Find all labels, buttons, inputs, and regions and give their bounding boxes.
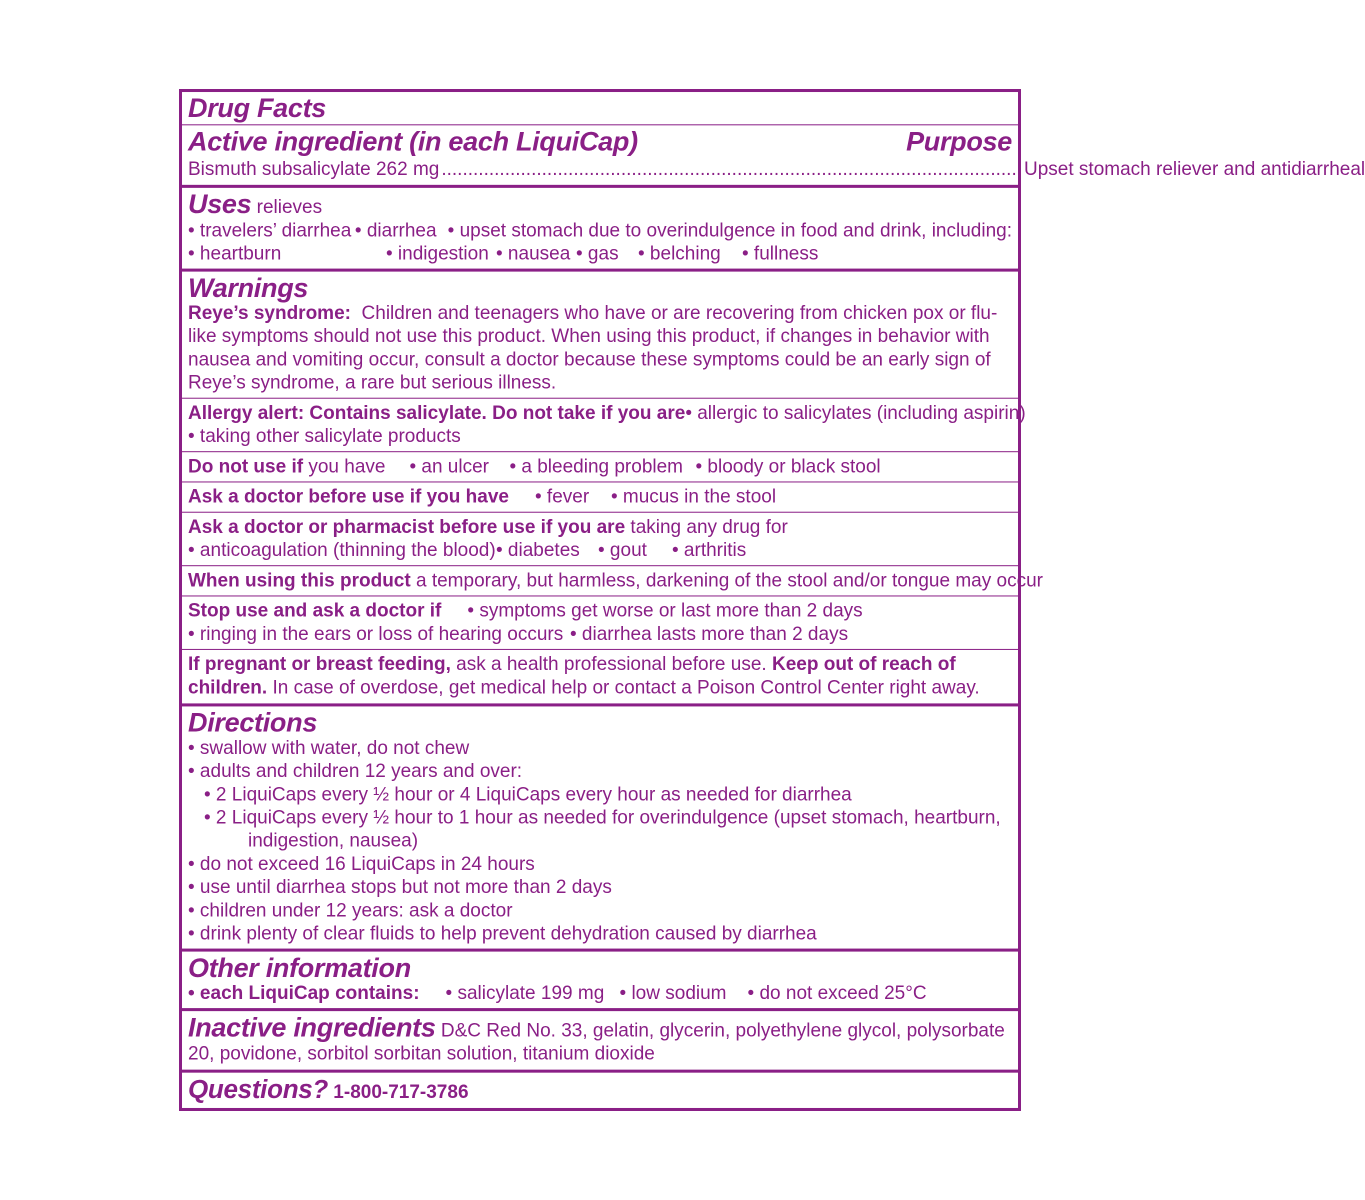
purpose-heading: Purpose [906, 126, 1012, 157]
ingredient-purpose: Upset stomach reliever and antidiarrheal [1024, 158, 1365, 180]
ingredient-name: Bismuth subsalicylate 262 mg [188, 158, 440, 180]
use-item: • indigestion [386, 243, 489, 265]
warnings-section [182, 269, 1018, 398]
ask-pharmacist-label: Ask a doctor or pharmacist before use if you are [188, 516, 626, 538]
do-not-use-item: • a bleeding problem [509, 456, 684, 478]
pregnancy-label: If pregnant or breast feeding, [188, 653, 451, 676]
direction-line: • 2 LiquiCaps every ½ hour to 1 hour as needed for overindulgence (upset stomach, heartburn, [204, 807, 1001, 829]
active-ingredient-section [182, 124, 1365, 185]
direction-line: • 2 LiquiCaps every ½ hour or 4 LiquiCaps every hour as needed for diarrhea [204, 784, 852, 806]
ask-pharmacist-section [182, 512, 1018, 565]
allergy-section [182, 398, 1026, 451]
leader-dots: .............................................................................................................. [441, 158, 1023, 180]
ask-pharmacist-item: • arthritis [672, 539, 747, 562]
direction-line: • use until diarrhea stops but not more than 2 days [188, 876, 612, 899]
do-not-use-item: • bloody or black stool [695, 456, 881, 478]
stop-use-item: • symptoms get worse or last more than 2 days [467, 600, 863, 622]
other-information-item: • do not exceed 25°C [747, 982, 927, 1005]
uses-intro: relieves [251, 196, 323, 219]
uses-row-2 [188, 242, 1012, 265]
reye-label: Reye’s syndrome: [188, 302, 351, 325]
use-item: • travelers’ diarrhea [188, 220, 352, 242]
keep-out-text: In case of overdose, get medical help or contact a Poison Control Center right away. [267, 677, 980, 699]
use-item: • belching [638, 243, 721, 265]
questions-heading: Questions? [188, 1073, 329, 1104]
use-item: • gas [576, 243, 619, 265]
do-not-use-item: • an ulcer [409, 456, 489, 478]
do-not-use-text: you have [303, 456, 386, 478]
stop-use-item: • ringing in the ears or loss of hearing occurs [188, 623, 564, 645]
use-item: • nausea [496, 243, 571, 265]
use-item: • upset stomach due to overindulgence in food and drink, including: [447, 220, 1012, 242]
inactive-ingredients-text: D&C Red No. 33, gelatin, glycerin, polyethylene glycol, polysorbate 20, povidone, sorbitol sorbitan solution, titanium dioxide [188, 1020, 1011, 1065]
directions-heading: Directions [188, 707, 318, 738]
uses-section [182, 185, 1018, 269]
directions-section [182, 703, 1018, 948]
allergy-label: Allergy alert: Contains salicylate. Do not take if you are [188, 402, 686, 424]
direction-line: • adults and children 12 years and over: [188, 760, 523, 783]
active-ingredient-heading: Active ingredient (in each LiquiCap) [188, 126, 638, 157]
uses-row-1 [188, 219, 1012, 242]
questions-section [182, 1070, 1018, 1108]
inactive-ingredients-section [182, 1008, 1018, 1070]
ask-doctor-label: Ask a doctor before use if you have [188, 486, 509, 508]
use-item: • fullness [742, 243, 819, 265]
keep-out-label: Keep out of reach of children. [188, 653, 956, 699]
warnings-heading: Warnings [188, 272, 309, 303]
direction-line: indigestion, nausea) [248, 830, 419, 852]
reye-paragraph [188, 302, 1012, 395]
reye-text: Children and teenagers who have or are recovering from chicken pox or flu-like symptoms should not use this product. When using this product, if changes in behavior with nausea and vomiting occur, consult a doctor because these symptoms could be an early sign of Reye’s syndrome, a rare but serious illness. [188, 302, 998, 394]
pregnancy-section [182, 649, 1018, 703]
other-information-item: • salicylate 199 mg [445, 982, 605, 1005]
stop-use-item: • diarrhea lasts more than 2 days [570, 623, 849, 645]
active-ingredient-row [188, 158, 1365, 181]
ask-pharmacist-text: taking any drug for [625, 516, 788, 538]
drug-facts-title: Drug Facts [188, 93, 327, 124]
other-information-item: • low sodium [619, 982, 727, 1005]
when-using-section [182, 565, 1043, 595]
direction-line: • do not exceed 16 LiquiCaps in 24 hours [188, 853, 535, 875]
direction-line: • children under 12 years: ask a doctor [188, 900, 513, 922]
use-item: • diarrhea [354, 220, 437, 242]
other-information-section [182, 949, 1018, 1009]
do-not-use-label: Do not use if [188, 456, 304, 478]
ask-doctor-item: • fever [534, 486, 590, 508]
when-using-text: a temporary, but harmless, darkening of the stool and/or tongue may occur [410, 570, 1043, 592]
ask-pharmacist-item: • anticoagulation (thinning the blood) [188, 539, 496, 562]
stop-use-section [182, 595, 1018, 648]
stop-use-label: Stop use and ask a doctor if [188, 600, 442, 622]
ask-pharmacist-item: • diabetes [496, 539, 580, 562]
pregnancy-text: ask a health professional before use. [450, 653, 772, 676]
use-item: • heartburn [188, 243, 282, 265]
title-section [182, 92, 1018, 124]
other-information-heading: Other information [188, 952, 411, 983]
do-not-use-section [182, 451, 1018, 481]
ask-doctor-section [182, 481, 1018, 511]
allergy-item: • taking other salicylate products [188, 425, 461, 448]
ask-pharmacist-item: • gout [598, 539, 647, 562]
drug-facts-panel [179, 89, 1365, 1111]
when-using-label: When using this product [188, 570, 411, 592]
other-information-label: • each LiquiCap contains: [188, 982, 420, 1005]
ask-doctor-item: • mucus in the stool [610, 486, 777, 508]
uses-heading: Uses [188, 188, 252, 220]
allergy-item: • allergic to salicylates (including aspirin) [685, 402, 1026, 424]
questions-phone: 1-800-717-3786 [328, 1081, 469, 1103]
direction-line: • drink plenty of clear fluids to help prevent dehydration caused by diarrhea [188, 923, 817, 945]
inactive-ingredients-heading: Inactive ingredients [188, 1012, 436, 1043]
direction-line: • swallow with water, do not chew [188, 737, 470, 759]
